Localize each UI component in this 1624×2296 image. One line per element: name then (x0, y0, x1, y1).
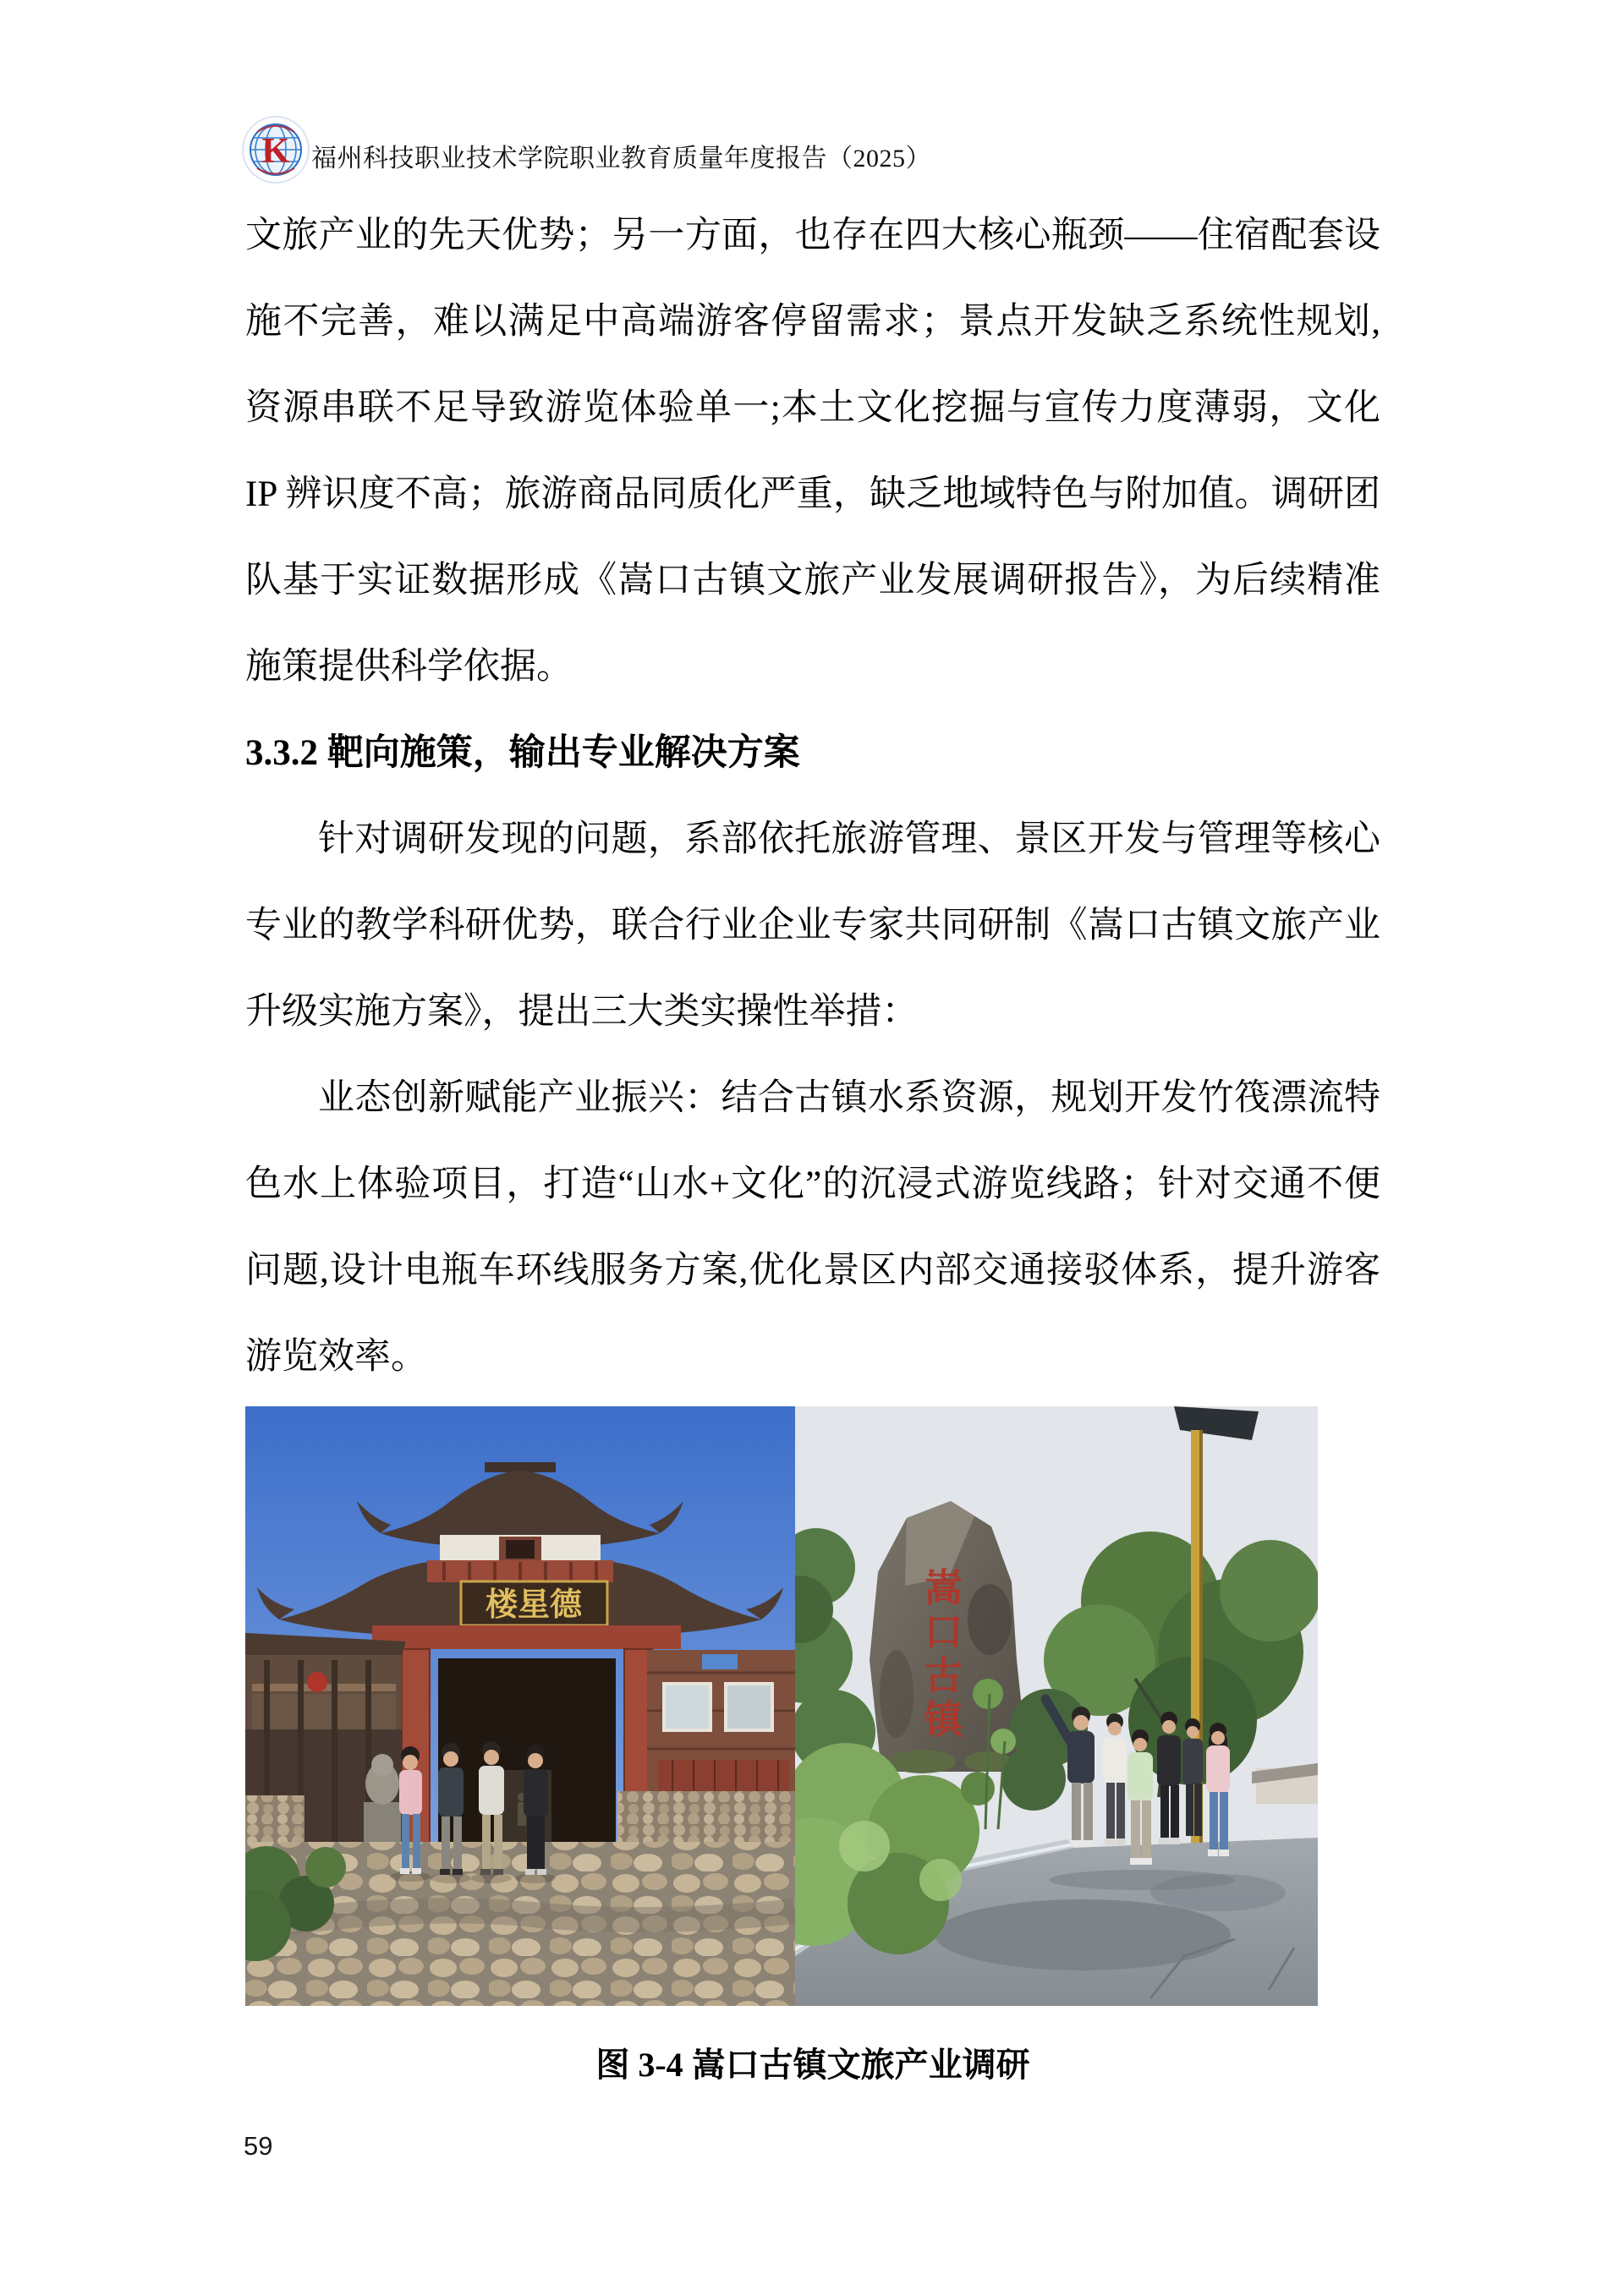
window (664, 1684, 710, 1730)
photo-stone-monument (795, 1406, 1318, 2006)
college-logo (242, 115, 310, 184)
blue-sign (702, 1654, 738, 1669)
report-header-title: 福州科技职业技术学院职业教育质量年度报告（2025） (311, 145, 931, 173)
body-text-column (245, 193, 1380, 1400)
pebble-wall-right (617, 1791, 795, 1844)
figure-3-4-photos (245, 1406, 1318, 2006)
stone-inscription: 嵩口古镇 (919, 1567, 963, 1743)
photo-ancient-gate-tower (245, 1406, 795, 2006)
paragraph-solution-plan: 针对调研发现的问题，系部依托旅游管理、景区开发与管理等核心专业的教学科研优势，联合行业企业专家共同研制《嵩口古镇文旅产业升级实施方案》，提出三大类实操性举措： (245, 819, 1380, 1032)
page-number: 59 (244, 2131, 273, 2161)
logo-letter: K (261, 132, 290, 171)
person-pink-jacket (1206, 1723, 1230, 1856)
window (726, 1684, 772, 1730)
figure-caption: 图 3-4 嵩口古镇文旅产业调研 (595, 2046, 1030, 2084)
paragraph-measures: 业态创新赋能产业振兴：结合古镇水系资源，规划开发竹筏漂流特色水上体验项目，打造“山水+文化”的沉浸式游览线路；针对交通不便问题,设计电瓶车环线服务方案,优化景区内部交通接驳体系，提升游客游览效率。 (245, 1078, 1380, 1377)
wet-patch (935, 1899, 1231, 1970)
plaque-dexinglou (461, 1581, 607, 1625)
section-heading-3-3-2: 3.3.2 靶向施策，输出专业解决方案 (245, 733, 800, 773)
distant-houses (1252, 1763, 1318, 1804)
red-lantern (307, 1672, 327, 1692)
pebble-wall-left (245, 1795, 304, 1844)
paragraph-bottlenecks: 文旅产业的先天优势；另一方面，也存在四大核心瓶颈——住宿配套设施不完善，难以满足中高端游客停留需求；景点开发缺乏系统性规划,资源串联不足导致游览体验单一;本土文化挖掘与宣传力度薄弱，文化 IP 辨识度不高；旅游商品同质化严重，缺乏地域特色与附加值。调研团队基于实证数据形成《嵩口古镇文旅产业发展调研报告》，为后续精准施策提供科学依据。 (245, 216, 1380, 687)
plaque-text: 楼星德 (485, 1587, 583, 1623)
